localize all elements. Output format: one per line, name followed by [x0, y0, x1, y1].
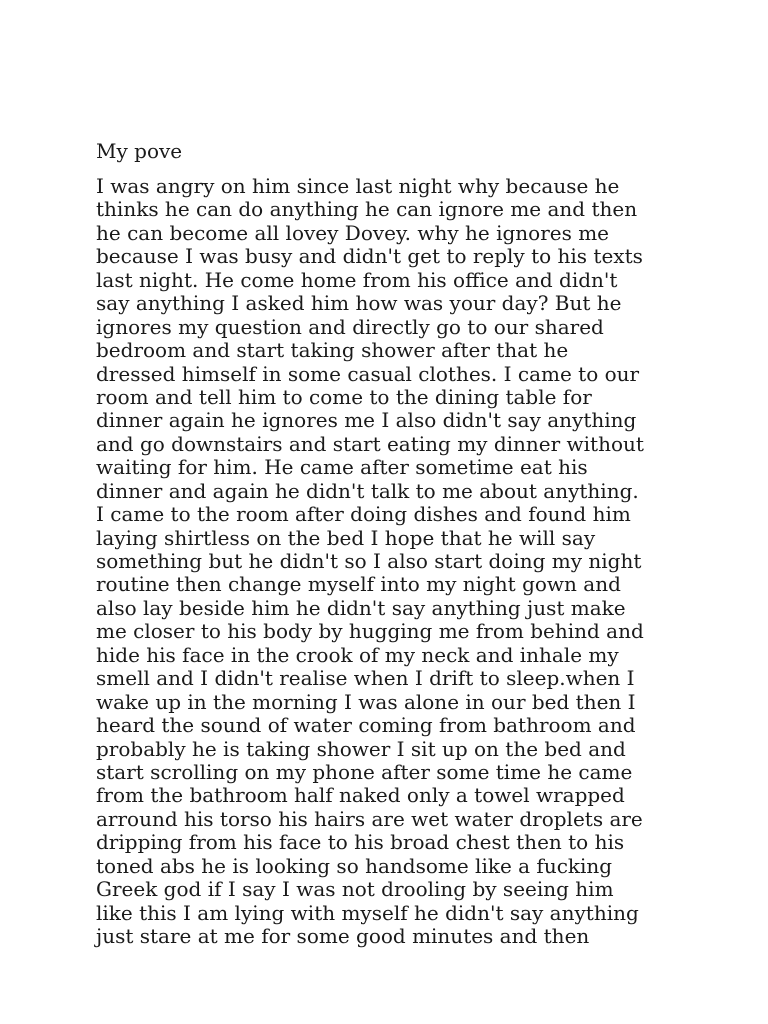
- body-text-line: something but he didn't so I also start doing my night: [96, 549, 642, 573]
- body-text-line: dinner and again he didn't talk to me about anything.: [96, 478, 639, 503]
- body-text-line: Greek god if I say I was not drooling by seeing him: [96, 877, 614, 902]
- body-text-line: ignores my question and directly go to our shared: [96, 314, 604, 339]
- body-text-line: waiting for him. He came after sometime eat his: [96, 455, 588, 480]
- body-text-line: toned abs he is looking so handsome like a fucking: [96, 853, 613, 878]
- body-text-line: say anything I asked him how was your day? But he: [96, 291, 622, 316]
- body-text-line: smell and I didn't realise when I drift to sleep.when I: [96, 666, 635, 691]
- body-text-line: room and tell him to come to the dining table for: [96, 384, 592, 409]
- body-text-line: start scrolling on my phone after some time he came: [96, 759, 633, 784]
- body-text-line: dripping from his face to his broad chest then to his: [96, 830, 625, 855]
- body-text-line: he can become all lovey Dovey. why he ignores me: [96, 220, 610, 245]
- body-text-line: hide his face in the crook of my neck and inhale my: [96, 642, 619, 667]
- body-text-line: bedroom and start taking shower after that he: [96, 338, 569, 363]
- body-text-line: and go downstairs and start eating my dinner without: [96, 431, 644, 456]
- body-text-line: dressed himself in some casual clothes. I came to our: [96, 361, 640, 386]
- body-text-line: last night. He come home from his office and didn't: [96, 267, 618, 292]
- body-text-line: arround his torso his hairs are wet water droplets are: [96, 806, 643, 831]
- body-text-line: like this I am lying with myself he didn't say anything: [96, 900, 639, 925]
- body-text-line: laying shirtless on the bed I hope that he will say: [96, 525, 596, 550]
- body-text-line: probably he is taking shower I sit up on the bed and: [96, 736, 626, 761]
- body-text-line: routine then change myself into my night gown and: [96, 572, 621, 597]
- body-text-line: thinks he can do anything he can ignore me and then: [96, 197, 638, 222]
- body-text-line: I came to the room after doing dishes and found him: [96, 502, 631, 527]
- body-text-line: just stare at me for some good minutes and then: [96, 924, 590, 948]
- document-title: My pove: [96, 139, 183, 163]
- body-text-line: wake up in the morning I was alone in our bed then I: [96, 689, 636, 714]
- document-body: [96, 175, 696, 948]
- body-text-line: I was angry on him since last night why because he: [96, 174, 620, 198]
- body-text-line: heard the sound of water coming from bathroom and: [96, 713, 636, 738]
- body-text-line: me closer to his body by hugging me from behind and: [96, 619, 644, 644]
- body-text-line: because I was busy and didn't get to reply to his texts: [96, 244, 643, 269]
- body-text-line: dinner again he ignores me I also didn't say anything: [96, 408, 637, 433]
- body-text-line: also lay beside him he didn't say anything just make: [96, 595, 626, 620]
- body-text-line: from the bathroom half naked only a towel wrapped: [96, 783, 625, 808]
